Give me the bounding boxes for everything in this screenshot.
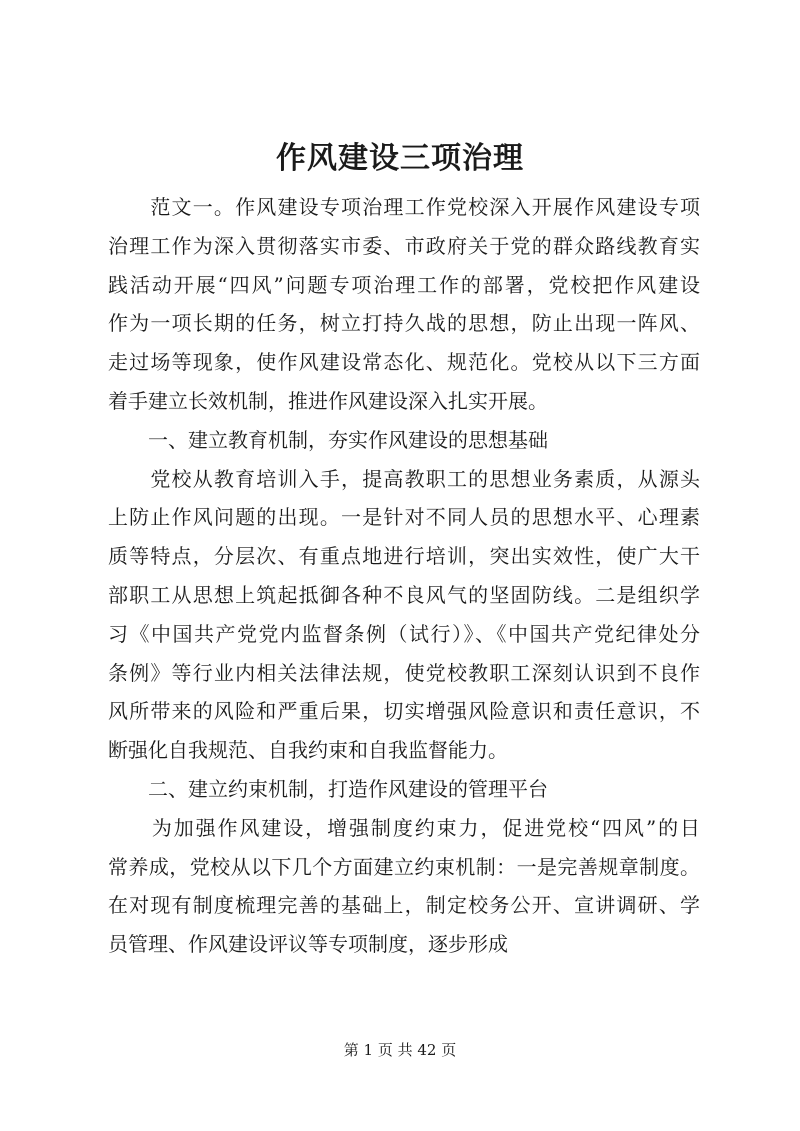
- document-title: 作风建设三项治理: [276, 141, 524, 176]
- body-line: 践活动开展“四风”问题专项治理工作的部署，党校把作风建设: [108, 272, 700, 297]
- section-heading: 一、建立教育机制，夯实作风建设的思想基础: [108, 427, 548, 452]
- body-line: 党校从教育培训入手，提高教职工的思想业务素质，从源头: [108, 466, 700, 491]
- body-line: 风所带来的风险和严重后果，切实增强风险意识和责任意识，不: [108, 699, 700, 724]
- body-line: 为加强作风建设，增强制度约束力，促进党校“四风”的日: [108, 815, 700, 840]
- body-line: 着手建立长效机制，推进作风建设深入扎实开展。: [108, 388, 548, 413]
- body-line: 习《中国共产党党内监督条例（试行）》、《中国共产党纪律处分: [108, 621, 700, 646]
- body-line: 上防止作风问题的出现。一是针对不同人员的思想水平、心理素: [108, 505, 700, 530]
- body-line: 在对现有制度梳理完善的基础上，制定校务公开、宣讲调研、学: [108, 893, 700, 918]
- body-line: 部职工从思想上筑起抵御各种不良风气的坚固防线。二是组织学: [108, 582, 700, 607]
- body-line: 作为一项长期的任务，树立打持久战的思想，防止出现一阵风、: [108, 311, 700, 336]
- page-footer: 第 1 页 共 42 页: [343, 1041, 457, 1059]
- body-line: 走过场等现象，使作风建设常态化、规范化。党校从以下三方面: [108, 350, 700, 375]
- body-line: 治理工作为深入贯彻落实市委、市政府关于党的群众路线教育实: [108, 233, 700, 258]
- body-line: 条例》等行业内相关法律法规，使党校教职工深刻认识到不良作: [108, 660, 700, 685]
- body-line: 员管理、作风建设评议等专项制度，逐步形成: [108, 932, 508, 957]
- body-line: 断强化自我规范、自我约束和自我监督能力。: [108, 738, 508, 763]
- body-line: 范文一。作风建设专项治理工作党校深入开展作风建设专项: [108, 195, 700, 219]
- section-heading: 二、建立约束机制，打造作风建设的管理平台: [108, 776, 548, 801]
- document-body: [108, 188, 700, 964]
- body-line: 质等特点，分层次、有重点地进行培训，突出实效性，使广大干: [108, 544, 700, 569]
- body-line: 常养成，党校从以下几个方面建立约束机制：一是完善规章制度。: [108, 854, 700, 879]
